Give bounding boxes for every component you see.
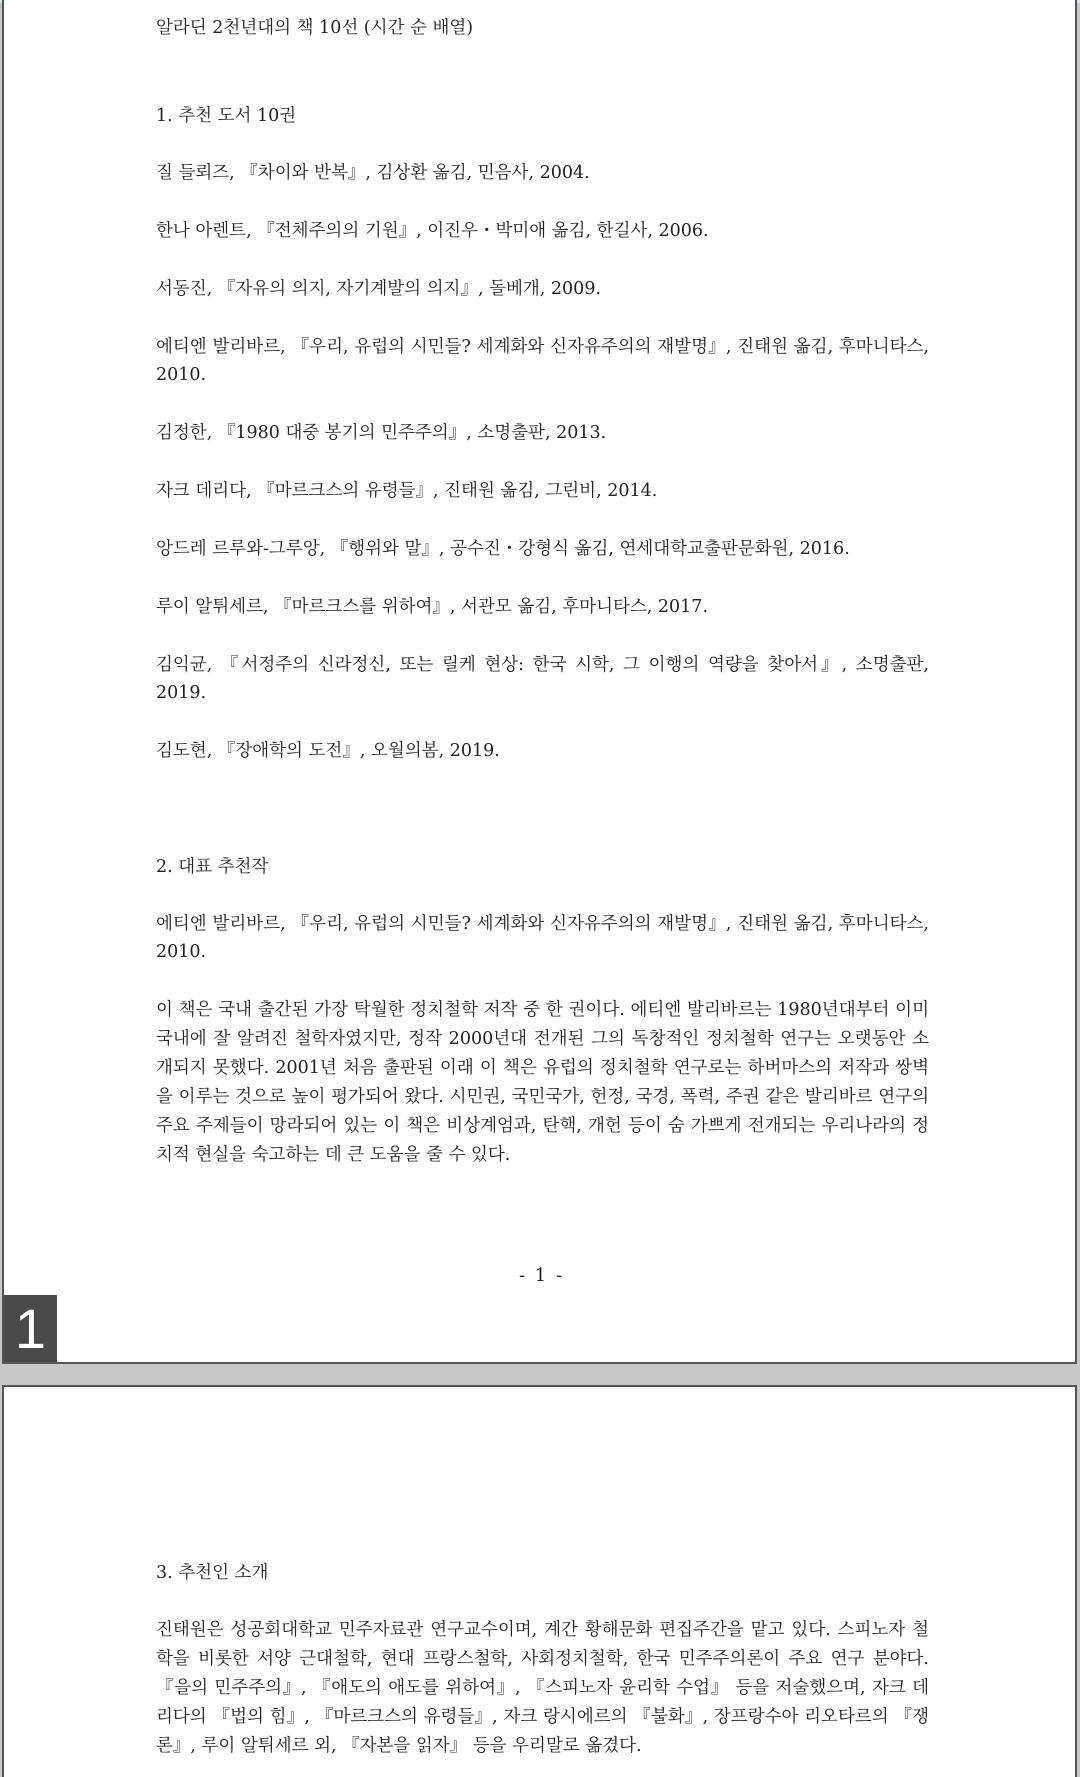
document-page-2 — [2, 1385, 1077, 1777]
section-3-heading: 3. 추천인 소개 — [156, 1563, 269, 1583]
page-number: - 1 - — [518, 1265, 565, 1286]
book-entry: 김익균, 『서정주의 신라정신, 또는 릴케 현상: 한국 시학, 그 이행의 역량을 찾아서』, 소명출판, 2019. — [156, 655, 929, 703]
page-index-badge: 1 — [4, 1295, 57, 1362]
featured-book: 에티엔 발리바르, 『우리, 유럽의 시민들? 세계화와 신자유주의의 재발명』, 진태원 옮김, 후마니타스, 2010. — [156, 914, 929, 962]
book-entry: 김도현, 『장애학의 도전』, 오월의봄, 2019. — [156, 741, 500, 761]
document-page-1 — [2, 0, 1077, 1364]
section-2-heading: 2. 대표 추천작 — [156, 857, 269, 877]
book-entry: 앙드레 르루와-그루앙, 『행위와 말』, 공수진・강형식 옮김, 연세대학교출판문화원, 2016. — [156, 539, 850, 559]
book-entry: 한나 아렌트, 『전체주의의 기원』, 이진우・박미애 옮김, 한길사, 2006. — [156, 221, 709, 241]
recommender-description: 진태원은 성공회대학교 민주자료관 연구교수이며, 계간 황해문화 편집주간을 맡고 있다. 스피노자 철학을 비롯한 서양 근대철학, 현대 프랑스철학, 사회정치철학, 한국 민주주의론이 주요 연구 분야다. 『을의 민주주의』, 『애도의 애도를 위하여』, 『스피노자 윤리학 수업』 등을 저술했으며, 자크 데리다의 『법의 힘』, 『마르크스의 유령들』, 자크 랑시에르의 『불화』, 장프랑수아 리오타르의 『쟁론』, 루이 알튀세르 외, 『자본을 읽자』 등을 우리말로 옮겼다. — [156, 1620, 929, 1756]
document-title: 알라딘 2천년대의 책 10선 (시간 순 배열) — [156, 18, 474, 38]
book-entry: 서동진, 『자유의 의지, 자기계발의 의지』, 돌베개, 2009. — [156, 279, 602, 299]
book-entry: 자크 데리다, 『마르크스의 유령들』, 진태원 옮김, 그린비, 2014. — [156, 481, 658, 501]
page-2-content — [156, 1559, 929, 1761]
featured-book-description: 이 책은 국내 출간된 가장 탁월한 정치철학 저작 중 한 권이다. 에티엔 발리바르는 1980년대부터 이미 국내에 잘 알려진 철학자였지만, 정작 2000년대 전개된 그의 독창적인 정치철학 연구는 오랫동안 소개되지 못했다. 2001년 처음 출판된 이래 이 책은 유럽의 정치철학 연구로는 하버마스의 저작과 쌍벽을 이루는 것으로 높이 평가되어 왔다. 시민권, 국민국가, 헌정, 국경, 폭력, 주권 같은 발리바르 연구의 주요 주제들이 망라되어 있는 이 책은 비상계엄과, 탄핵, 개헌 등이 숨 가쁘게 전개되는 우리나라의 정치적 현실을 숙고하는 데 큰 도움을 줄 수 있다. — [156, 1000, 930, 1165]
section-1-heading: 1. 추천 도서 10권 — [156, 106, 297, 126]
page-1-content — [156, 14, 929, 1170]
book-entry: 에티엔 발리바르, 『우리, 유럽의 시민들? 세계화와 신자유주의의 재발명』, 진태원 옮김, 후마니타스, 2010. — [156, 337, 929, 385]
book-entry: 김정한, 『1980 대중 봉기의 민주주의』, 소명출판, 2013. — [156, 423, 607, 443]
book-entry: 질 들뢰즈, 『차이와 반복』, 김상환 옮김, 민음사, 2004. — [156, 163, 590, 183]
book-entry: 루이 알튀세르, 『마르크스를 위하여』, 서관모 옮김, 후마니타스, 2017. — [156, 597, 709, 617]
